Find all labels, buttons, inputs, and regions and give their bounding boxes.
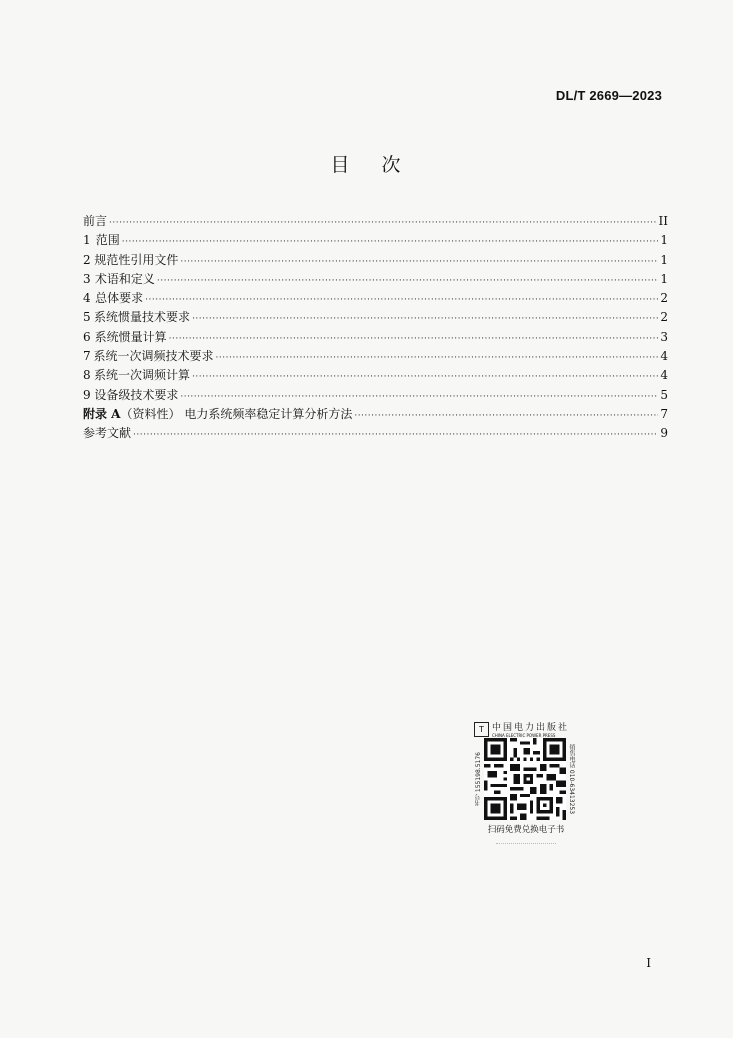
publisher-name-en: CHINA ELECTRIC POWER PRESS	[492, 733, 556, 738]
toc-entry-label: 系统一次调频技术要求	[93, 349, 214, 364]
toc-leader	[216, 349, 659, 368]
toc-leader	[354, 407, 658, 426]
toc-entry-label: 系统惯量计算	[94, 329, 167, 344]
appendix-prefix: 附录 A	[83, 406, 121, 421]
toc-entry-page: 1	[660, 233, 668, 248]
toc-entry-label: 规范性引用文件	[94, 252, 179, 267]
toc-entry[interactable]	[83, 270, 668, 289]
qr-footer-divider	[496, 843, 556, 848]
toc-entry-number: 6	[83, 329, 91, 344]
toc-entry-page: II	[658, 214, 668, 228]
toc-entry-page: 9	[660, 426, 668, 441]
toc-leader	[122, 233, 659, 252]
toc-entry-page: 4	[660, 349, 668, 364]
toc-title-right: 次	[381, 154, 403, 176]
toc-entry-page: 2	[660, 310, 668, 325]
toc-entry-label: 术语和定义	[94, 271, 155, 286]
toc-entry-number: 1	[83, 233, 91, 248]
toc-entry-label: 参考文献	[83, 426, 132, 441]
toc-title-left: 目	[330, 154, 352, 176]
toc-entry[interactable]	[83, 308, 668, 327]
appendix-title: （资料性） 电力系统频率稳定计算分析方法	[120, 406, 353, 421]
toc-entry-page: 1	[660, 271, 668, 286]
isbn-vertical-text: 书号 155198.5176	[475, 752, 482, 806]
toc-entry-number: 3	[83, 271, 91, 286]
toc-entry[interactable]	[83, 405, 668, 424]
qr-body	[474, 738, 578, 820]
toc-entry-number: 8	[83, 368, 91, 383]
toc-entry[interactable]	[83, 289, 668, 308]
toc-title	[0, 150, 733, 177]
toc-leader	[145, 291, 658, 310]
toc-leader	[180, 253, 658, 272]
standard-code: DL/T 2669—2023	[555, 88, 662, 103]
qr-sticker	[474, 720, 578, 862]
sales-phone-vertical-text: 销售电话 010-63413253	[568, 743, 575, 815]
toc-entry-page: 2	[660, 291, 668, 306]
toc-entry[interactable]	[83, 347, 668, 366]
toc-entry[interactable]	[83, 251, 668, 270]
toc-leader	[192, 368, 658, 387]
publisher-logo: T	[474, 722, 489, 737]
page-number: I	[646, 956, 651, 970]
toc-leader	[133, 426, 658, 445]
toc-leader	[109, 214, 657, 233]
toc-entry-label: 设备级技术要求	[94, 387, 179, 402]
toc-entry-page: 5	[660, 387, 668, 402]
toc-entry-page: 7	[660, 406, 668, 421]
toc-entry-page: 4	[660, 368, 668, 383]
publisher-name	[492, 720, 569, 738]
toc-entry-page: 1	[660, 252, 668, 267]
toc-entry-number: 2	[83, 252, 91, 267]
toc-entry-number: 9	[83, 387, 91, 402]
toc-entry-label: 总体要求	[95, 291, 144, 306]
toc-entry-page: 3	[660, 329, 668, 344]
toc-entry-label: 范围	[95, 233, 120, 248]
toc-entry-label	[83, 405, 352, 424]
toc-list	[83, 212, 668, 444]
toc-leader	[157, 272, 658, 291]
publisher-header	[474, 720, 578, 738]
toc-entry-number: 5	[83, 310, 91, 325]
toc-entry[interactable]	[83, 424, 668, 443]
toc-leader	[169, 330, 659, 349]
toc-entry[interactable]	[83, 231, 668, 250]
publisher-name-cn: 中国电力出版社	[492, 723, 570, 733]
qr-caption: 扫码免费兑换电子书	[487, 825, 565, 835]
toc-entry-number: 7	[83, 349, 91, 364]
toc-entry-label: 系统一次调频计算	[94, 368, 191, 383]
toc-entry-number: 4	[83, 291, 91, 306]
toc-entry-label: 系统惯量技术要求	[94, 310, 191, 325]
toc-entry[interactable]	[83, 386, 668, 405]
toc-entry[interactable]	[83, 328, 668, 347]
toc-entry[interactable]	[83, 212, 668, 231]
toc-entry[interactable]	[83, 366, 668, 385]
toc-entry-label: 前言	[83, 214, 108, 228]
toc-leader	[192, 310, 658, 329]
qr-code-icon[interactable]	[484, 738, 566, 820]
